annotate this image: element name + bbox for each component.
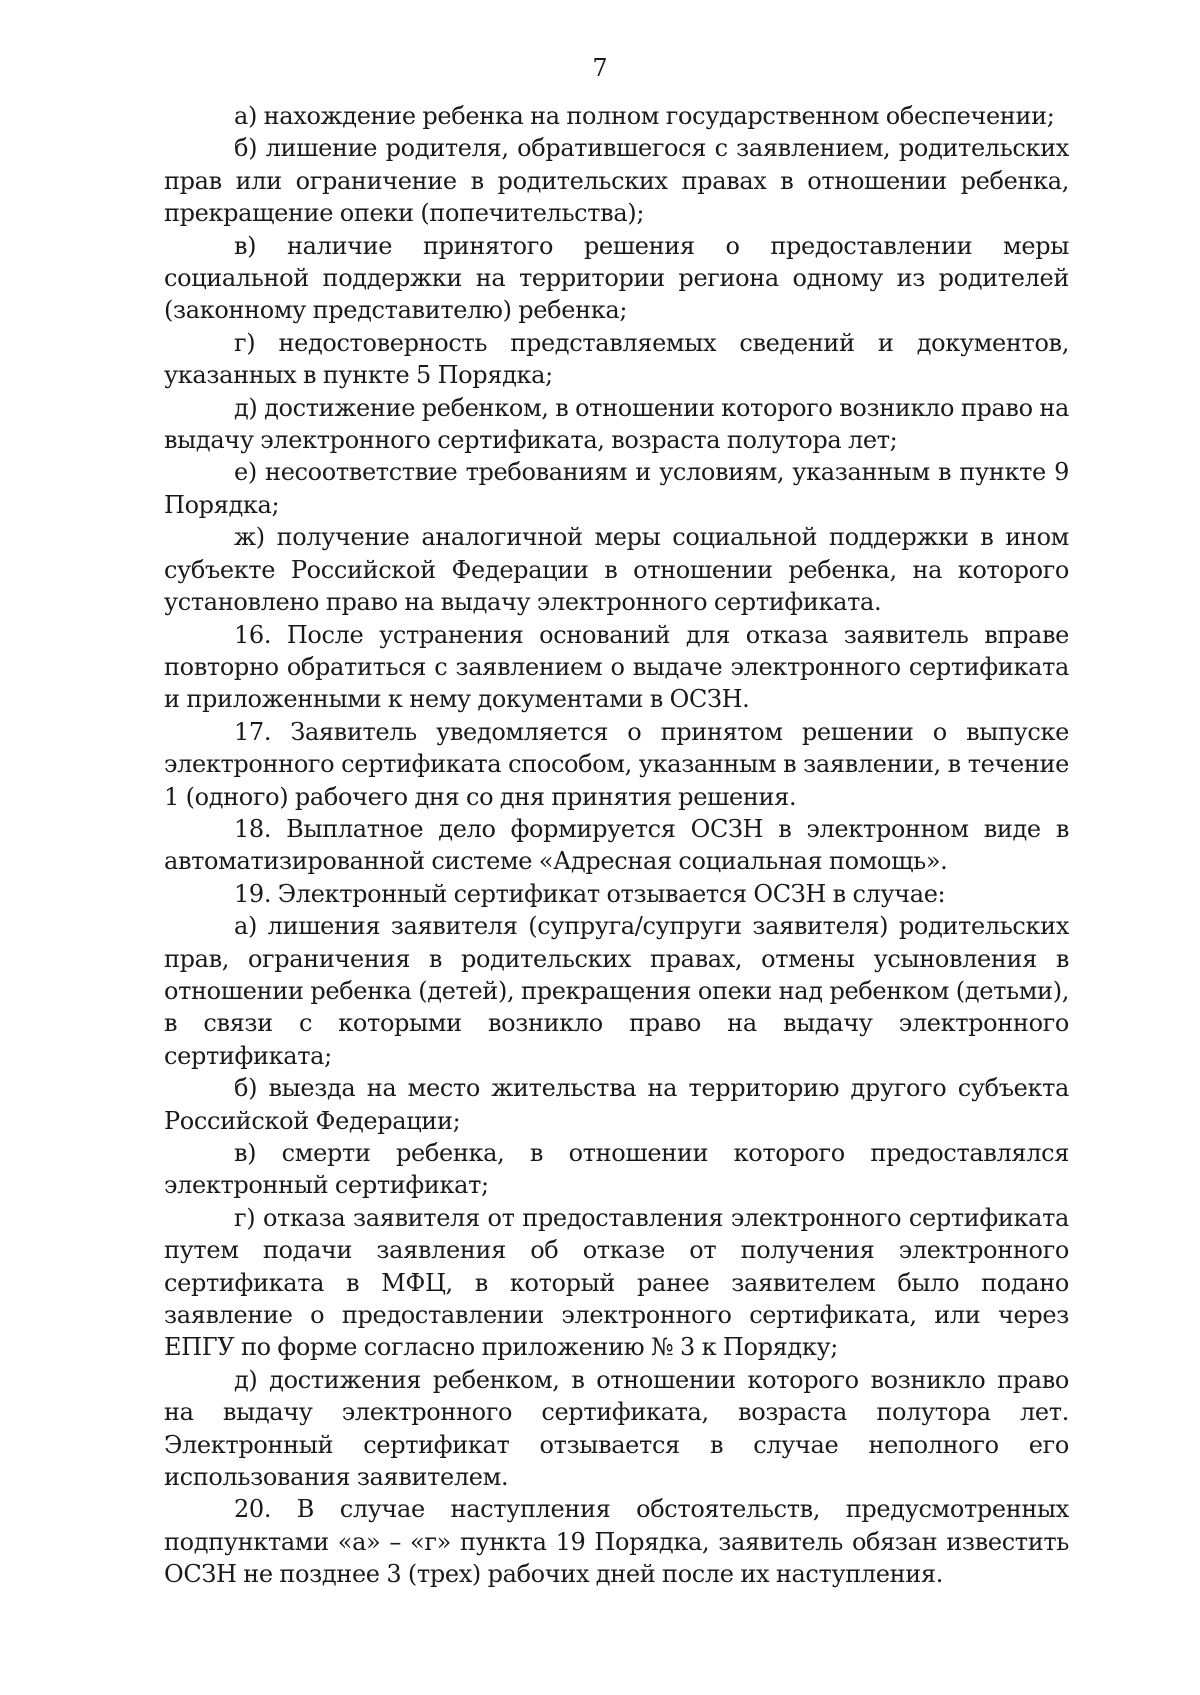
- paragraph-item-19-subitem-g: г) отказа заявителя от предоставления электронного сертификата путем подачи заявления об отказе от получения электронного сертификата в МФЦ, в который ранее заявителем было подано заявление о предоставлении электронного сертификата, или через ЕПГУ по форме согласно приложению № 3 к Порядку;: [164, 1203, 1069, 1362]
- paragraph-subitem-a-full-state-support: а) нахождение ребенка на полном государственном обеспечении;: [234, 102, 1055, 130]
- paragraph-item-19-subitem-d: д) достижения ребенком, в отношении которого возникло право на выдачу электронного сертификата, возраста полутора лет. Электронный сертификат отзывается в случае неполного его использования заявителем.: [164, 1365, 1069, 1492]
- paragraph-subitem-b-parental-rights: б) лишение родителя, обратившегося с заявлением, родительских прав или ограничение в родительских правах в отношении ребенка, прекращение опеки (попечительства);: [164, 134, 1069, 228]
- paragraph-subitem-d-age-reached: д) достижение ребенком, в отношении которого возникло право на выдачу электронного сертификата, возраста полутора лет;: [164, 393, 1069, 455]
- paragraph-item-19: 19. Электронный сертификат отзывается ОСЗН в случае:: [234, 879, 946, 908]
- paragraph-subitem-v-existing-decision: в) наличие принятого решения о предоставлении меры социальной поддержки на территории региона одному из родителей (законному представителю) ребенка;: [164, 231, 1069, 325]
- document-body: [164, 100, 1069, 1591]
- page-number: 7: [592, 54, 608, 82]
- paragraph-item-17: 17. Заявитель уведомляется о принятом решении о выпуске электронного сертификата способом, указанным в заявлении, в течение 1 (одного) рабочего дня со дня принятия решения.: [164, 717, 1069, 811]
- paragraph-item-18: 18. Выплатное дело формируется ОСЗН в электронном виде в автоматизированной системе «Адресная социальная помощь».: [164, 814, 1069, 876]
- paragraph-item-19-subitem-a: а) лишения заявителя (супруга/супруги заявителя) родительских прав, ограничения в родительских правах, отмены усыновления в отношении ребенка (детей), прекращения опеки над ребенком (детьми), в связи с которыми возникло право на выдачу электронного сертификата;: [164, 912, 1069, 1070]
- paragraph-subitem-g-unreliable-info: г) недостоверность представляемых сведений и документов, указанных в пункте 5 Порядка;: [164, 328, 1069, 390]
- paragraph-subitem-e-noncompliance: е) несоответствие требованиям и условиям, указанным в пункте 9 Порядка;: [164, 458, 1069, 519]
- paragraph-item-20: 20. В случае наступления обстоятельств, предусмотренных подпунктами «а» – «г» пункта 19 Порядка, заявитель обязан известить ОСЗН не позднее 3 (трех) рабочих дней после их наступления.: [164, 1495, 1069, 1589]
- paragraph-item-16: 16. После устранения оснований для отказа заявитель вправе повторно обратиться с заявлением о выдаче электронного сертификата и приложенными к нему документами в ОСЗН.: [164, 620, 1069, 714]
- paragraph-item-19-subitem-b: б) выезда на место жительства на территорию другого субъекта Российской Федерации;: [164, 1074, 1069, 1135]
- paragraph-item-19-subitem-v: в) смерти ребенка, в отношении которого предоставлялся электронный сертификат;: [164, 1139, 1069, 1200]
- paragraph-subitem-zh-other-region: ж) получение аналогичной меры социальной поддержки в ином субъекте Российской Федерации в отношении ребенка, на которого установлено право на выдачу электронного сертификата.: [164, 523, 1069, 617]
